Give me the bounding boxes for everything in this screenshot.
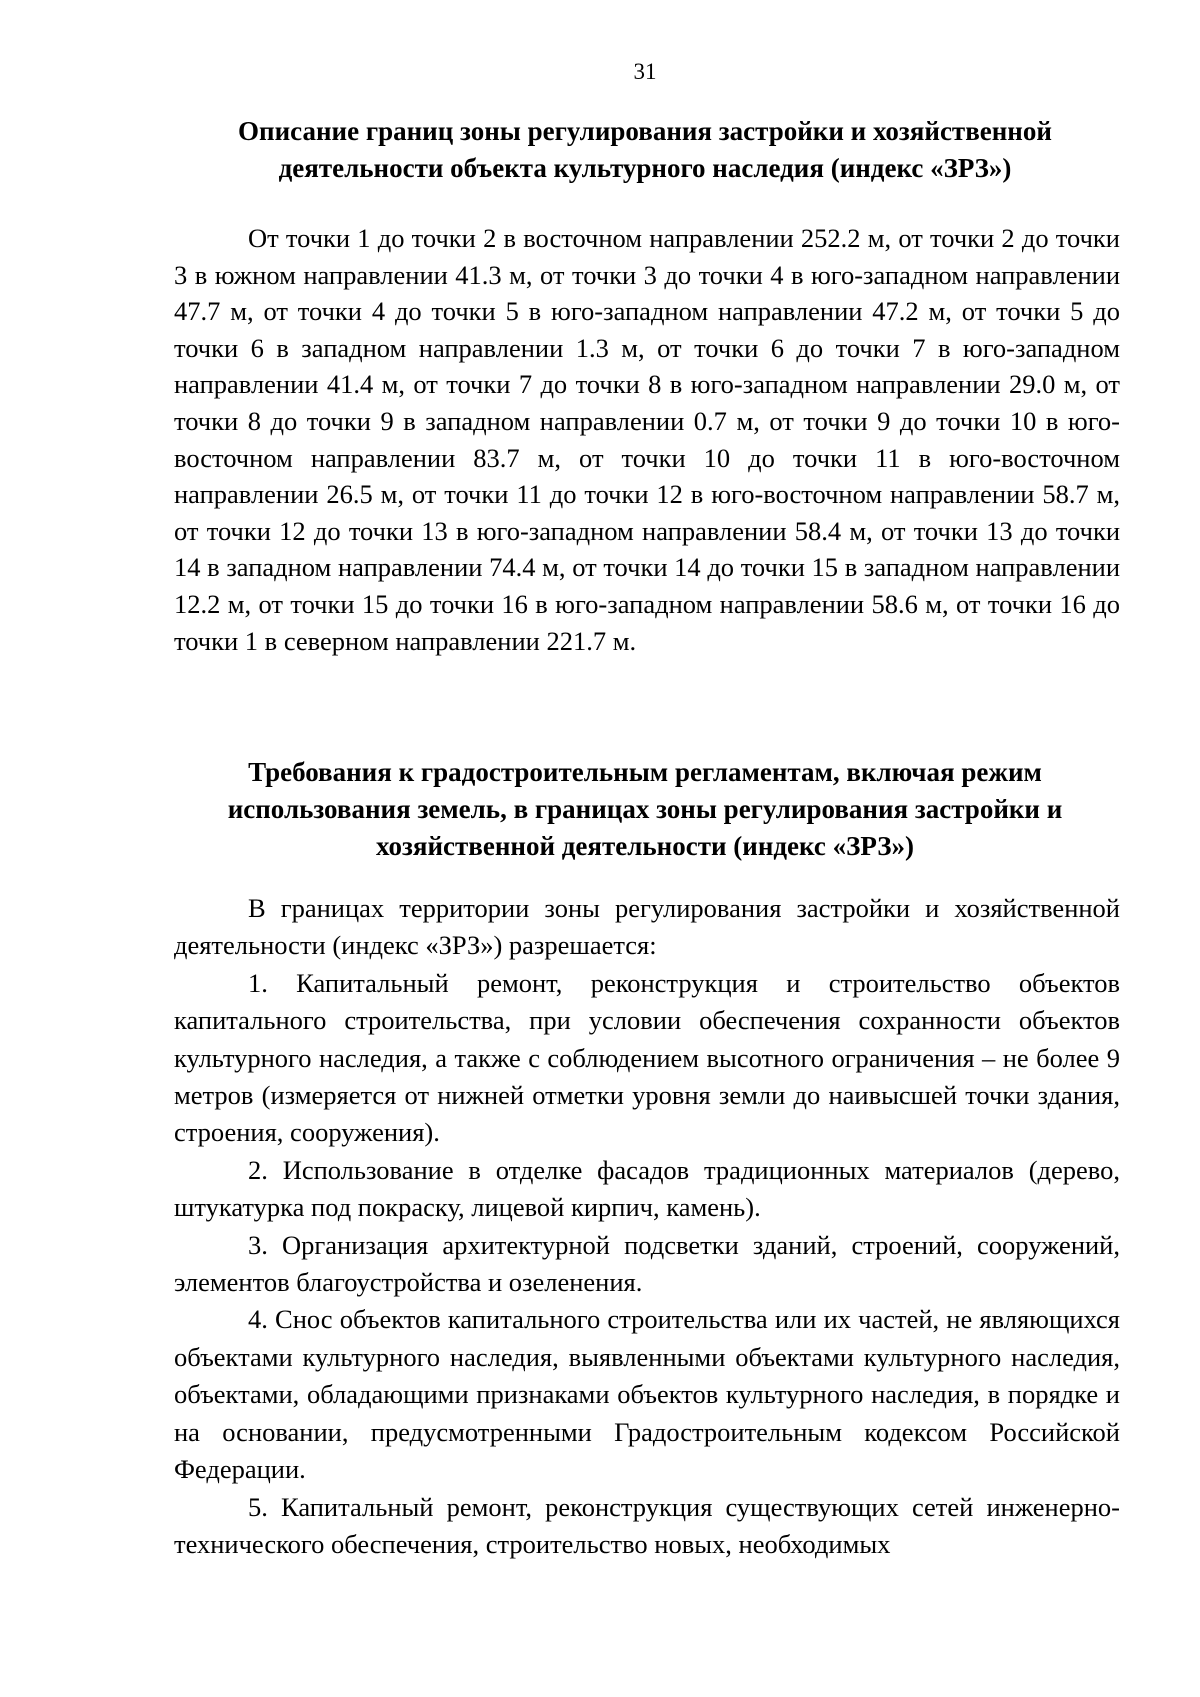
requirement-item-2: 2. Использование в отделке фасадов традиционных материалов (дерево, штукатурка под покраску, лицевой кирпич, камень).: [174, 1154, 1120, 1223]
heading-line: Требования к градостроительным регламентам, включая режим: [248, 757, 1042, 787]
heading-line: деятельности объекта культурного наследия (индекс «ЗРЗ»): [278, 153, 1012, 183]
page-number: 31: [633, 59, 657, 84]
heading-line: хозяйственной деятельности (индекс «ЗРЗ»): [376, 831, 914, 861]
requirements-intro-paragraph: В границах территории зоны регулирования застройки и хозяйственной деятельности (индекс «ЗРЗ») разрешается:: [174, 893, 1120, 961]
requirement-item-1: 1. Капитальный ремонт, реконструкция и строительство объектов капитального строительства, при условии обеспечения сохранности объектов культурного наследия, а также с соблюдением высотного ограничения – не более 9 метров (измеряется от нижней отметки уровня земли до наивысшей точки здания, строения, сооружения).: [174, 967, 1120, 1148]
heading-line: использования земель, в границах зоны регулирования застройки и: [227, 794, 1063, 824]
requirement-item-3: 3. Организация архитектурной подсветки зданий, строений, сооружений, элементов благоустройства и озеленения.: [174, 1229, 1120, 1298]
heading-line: Описание границ зоны регулирования застройки и хозяйственной: [238, 116, 1052, 146]
section-heading-zone-boundaries: [170, 113, 1120, 187]
boundary-description-paragraph: От точки 1 до точки 2 в восточном направлении 252.2 м, от точки 2 до точки 3 в южном направлении 41.3 м, от точки 3 до точки 4 в юго-западном направлении 47.7 м, от точки 4 до точки 5 в юго-западном направлении 47.2 м, от точки 5 до точки 6 в западном направлении 1.3 м, от точки 6 до точки 7 в юго-западном направлении 41.4 м, от точки 7 до точки 8 в юго-западном направлении 29.0 м, от точки 8 до точки 9 в западном направлении 0.7 м, от точки 9 до точки 10 в юго-восточном направлении 83.7 м, от точки 10 до точки 11 в юго-восточном направлении 26.5 м, от точки 11 до точки 12 в юго-восточном направлении 58.7 м, от точки 12 до точки 13 в юго-западном направлении 58.4 м, от точки 13 до точки 14 в западном направлении 74.4 м, от точки 14 до точки 15 в западном направлении 12.2 м, от точки 15 до точки 16 в юго-западном направлении 58.6 м, от точки 16 до точки 1 в северном направлении 221.7 м.: [174, 223, 1120, 656]
boundary-description-text: [174, 220, 1120, 659]
requirement-item-5: 5. Капитальный ремонт, реконструкция существующих сетей инженерно-технического обеспечения, строительство новых, необходимых: [174, 1491, 1120, 1559]
requirements-text: [174, 890, 1120, 1563]
requirement-item-4: 4. Снос объектов капитального строительства или их частей, не являющихся объектами культурного наследия, выявленными объектами культурного наследия, объектами, обладающими признаками объектов культурного наследия, в порядке и на основании, предусмотренными Градостроительным кодексом Российской Федерации.: [174, 1304, 1120, 1485]
section-heading-regulation-requirements: [170, 754, 1120, 865]
